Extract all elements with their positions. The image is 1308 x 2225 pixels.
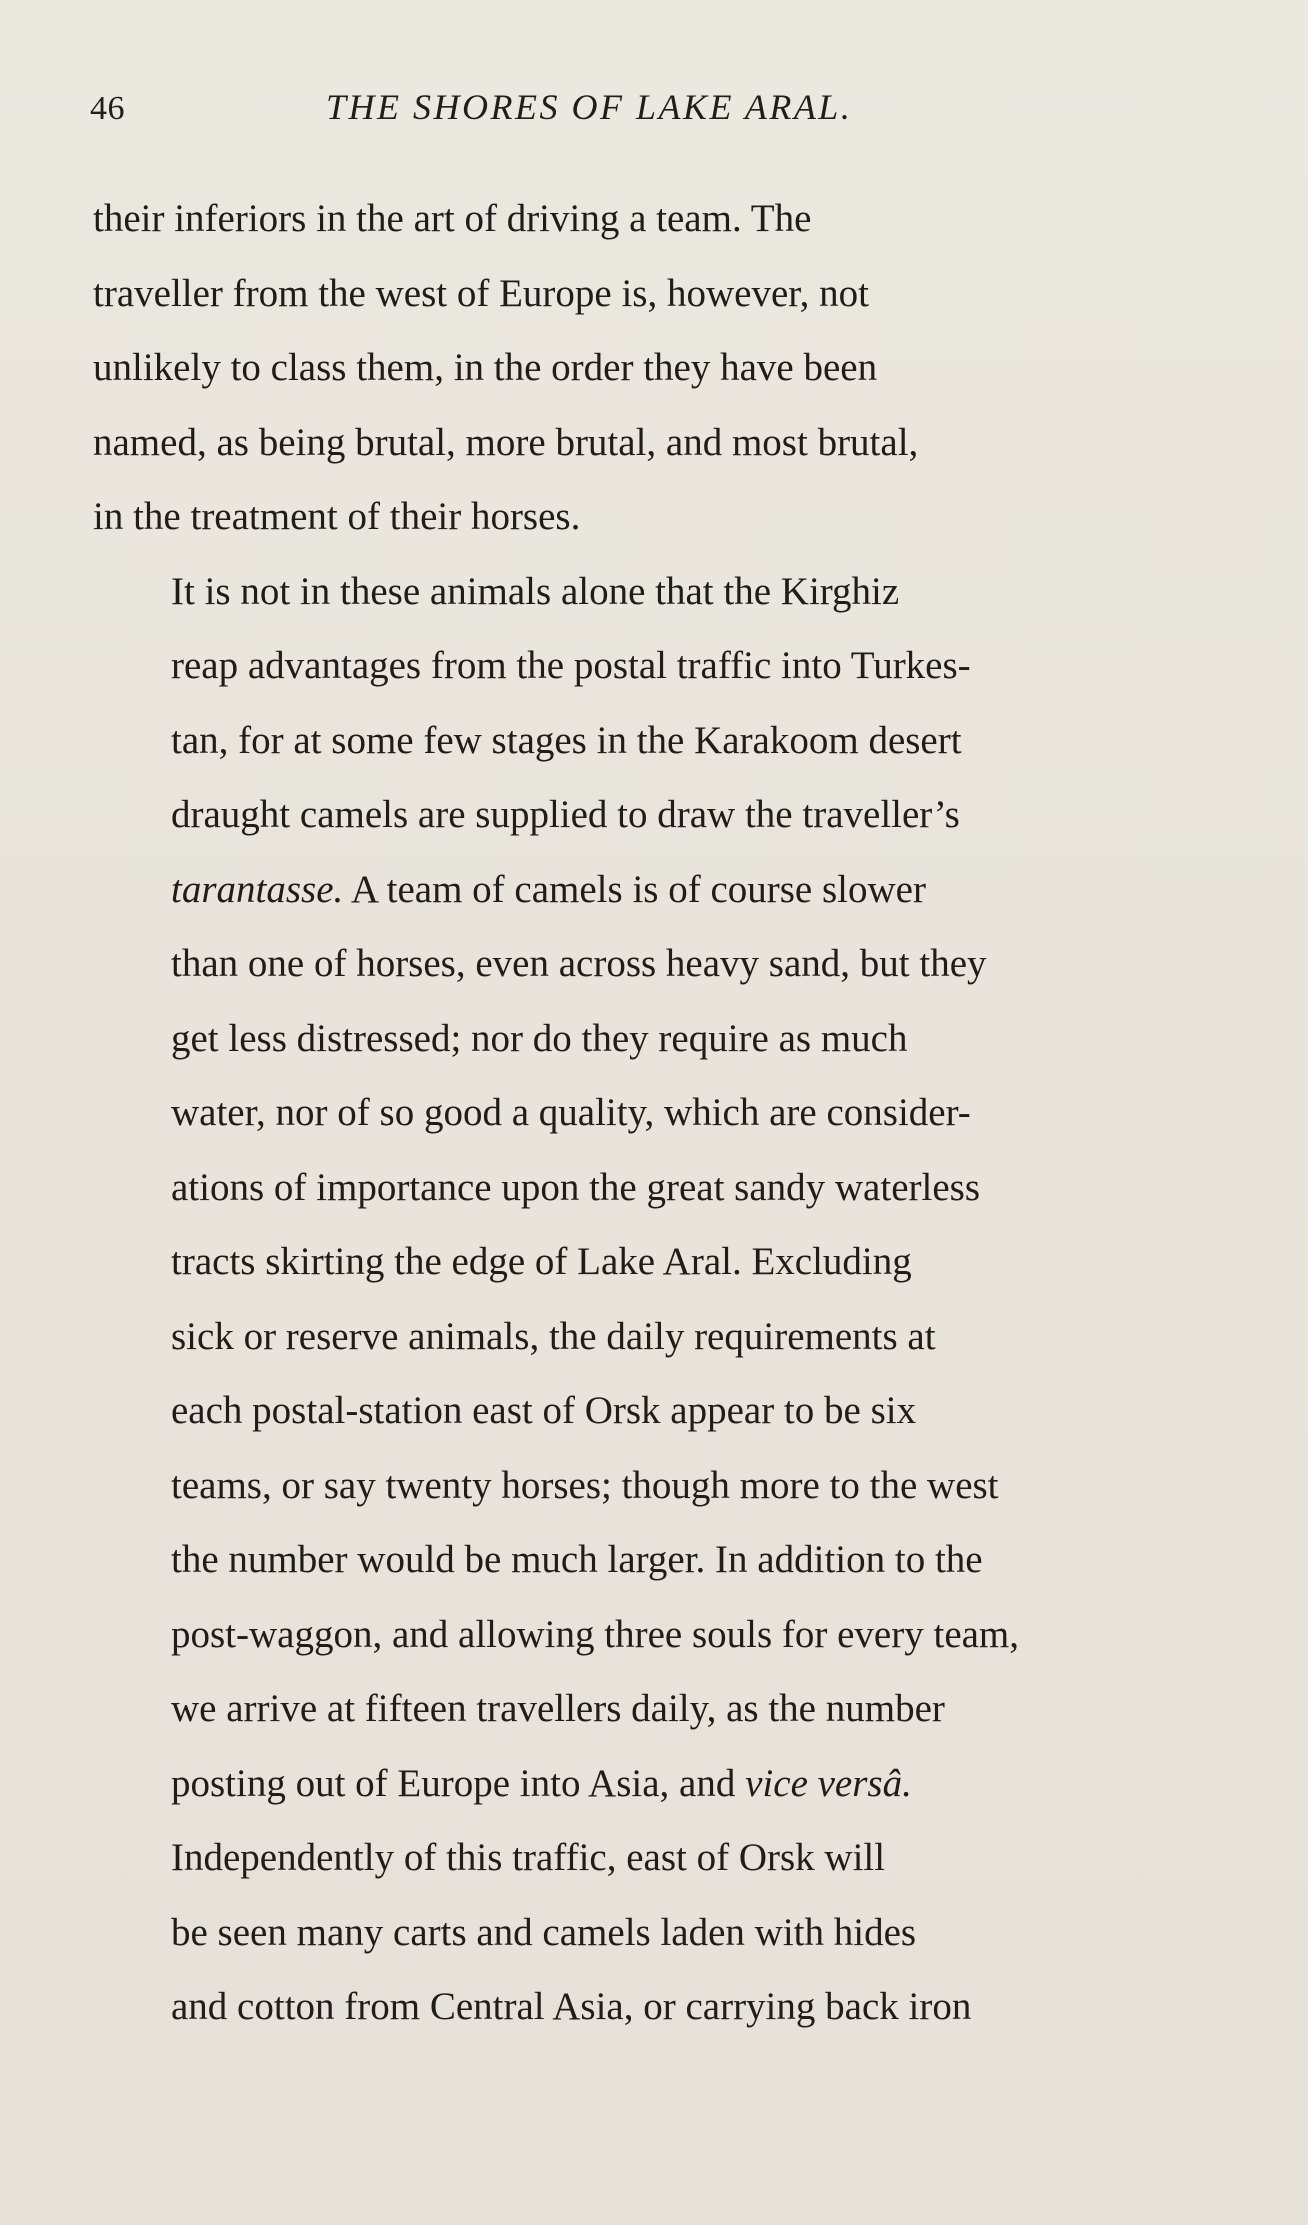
text-segment: A team of camels is of course slower	[350, 867, 926, 911]
text-line	[93, 1747, 1205, 1822]
text-line: teams, or say twenty horses; though more to the west	[171, 1463, 999, 1507]
body-text	[93, 182, 1205, 2045]
text-segment: posting out of Europe into Asia, and	[171, 1761, 736, 1805]
paragraph-2	[93, 555, 1205, 1822]
text-line: we arrive at fifteen travellers daily, as the number	[171, 1687, 945, 1730]
text-line	[93, 853, 1205, 928]
text-line: draught camels are supplied to draw the traveller’s	[171, 793, 960, 836]
text-line: Independently of this traffic, east of Orsk will	[171, 1836, 886, 1879]
text-line: post-waggon, and allowing three souls for every team,	[171, 1612, 1020, 1656]
text-line: get less distressed; nor do they require as much	[171, 1016, 908, 1060]
paragraph-3	[93, 1821, 1205, 2045]
italic-word: vice versâ.	[745, 1761, 912, 1805]
text-line: the number would be much larger. In addition to the	[171, 1538, 983, 1581]
text-line: ations of importance upon the great sandy waterless	[171, 1165, 981, 1209]
text-line: unlikely to class them, in the order they have been	[93, 346, 878, 389]
text-line: tan, for at some few stages in the Karakoom desert	[171, 718, 962, 762]
text-line: be seen many carts and camels laden with hides	[171, 1910, 917, 1954]
text-line: water, nor of so good a quality, which are consider-	[171, 1091, 971, 1134]
text-line: named, as being brutal, more brutal, and most brutal,	[93, 420, 919, 464]
text-line: in the treatment of their horses.	[93, 495, 581, 538]
text-line: sick or reserve animals, the daily requirements at	[171, 1314, 936, 1358]
text-line: and cotton from Central Asia, or carrying back iron	[171, 1985, 972, 2028]
paragraph-1	[93, 182, 1205, 555]
page-header	[90, 80, 1220, 140]
page-number: 46	[90, 90, 125, 127]
italic-word: tarantasse.	[171, 867, 344, 911]
text-line: each postal-station east of Orsk appear to be six	[171, 1389, 917, 1432]
text-line: It is not in these animals alone that the Kirghiz	[171, 569, 900, 613]
text-line: than one of horses, even across heavy sand, but they	[171, 942, 987, 985]
text-line: traveller from the west of Europe is, however, not	[93, 271, 870, 315]
text-line: reap advantages from the postal traffic into Turkes-	[171, 644, 971, 687]
text-line: their inferiors in the art of driving a team. The	[93, 197, 812, 240]
running-head: THE SHORES OF LAKE ARAL.	[326, 87, 853, 127]
text-line: tracts skirting the edge of Lake Aral. Excluding	[171, 1240, 912, 1283]
